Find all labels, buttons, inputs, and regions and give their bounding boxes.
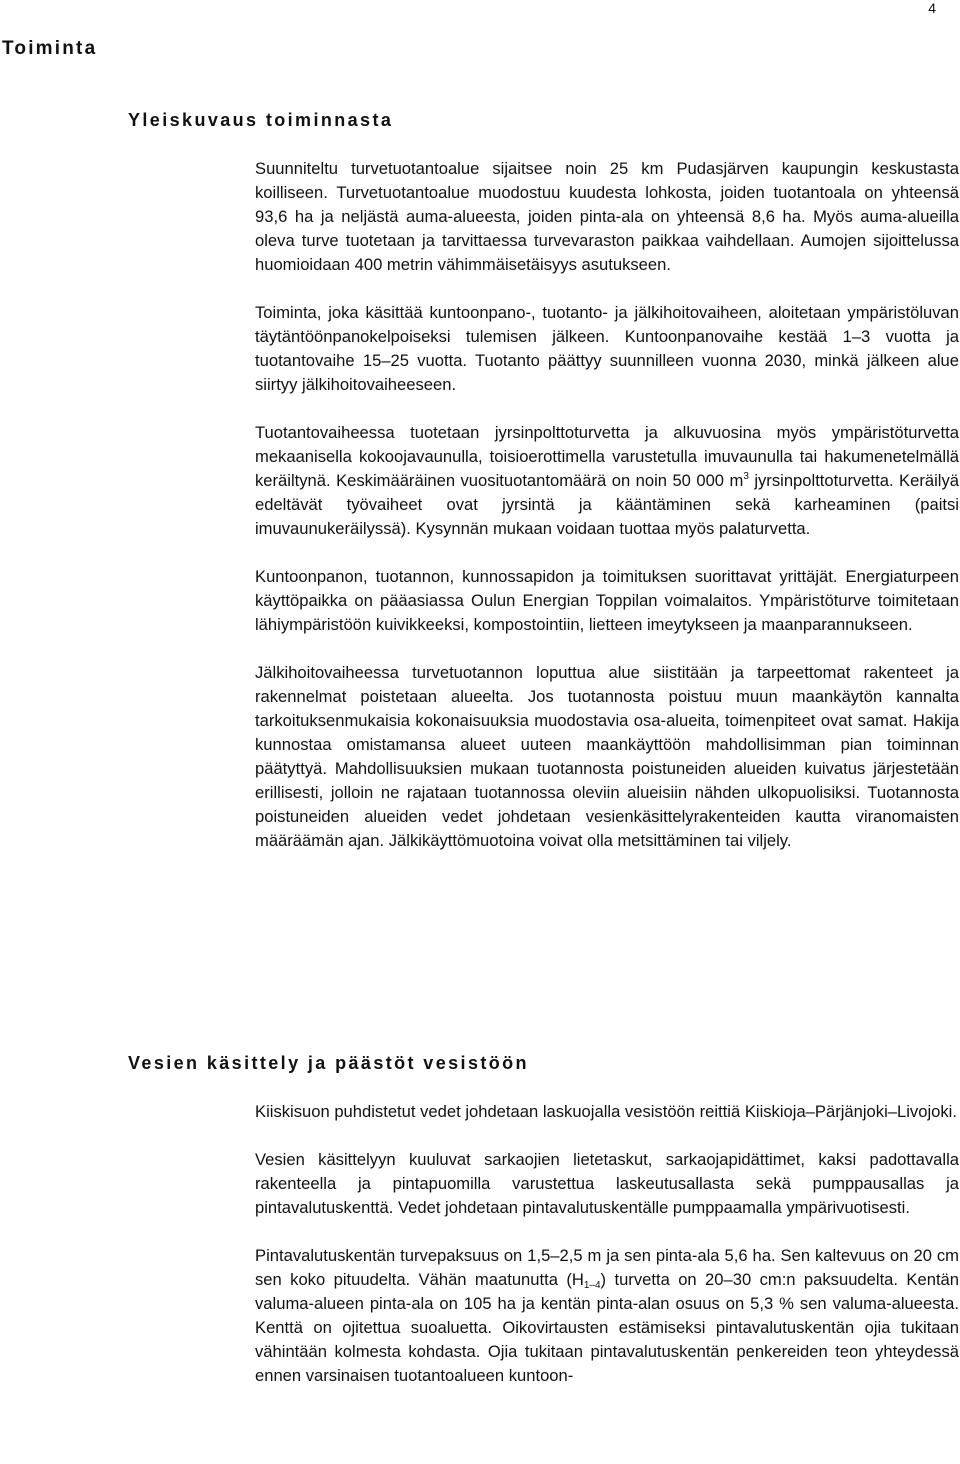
section-overview-body [255,157,959,853]
section-heading-overview: Yleiskuvaus toiminnasta [128,110,394,130]
paragraph: Toiminta, joka käsittää kuntoonpano-, tuotanto- ja jälkihoitovaiheen, aloitetaan ympäristöluvan täytäntöönpanokelpoiseksi tulemisen jälkeen. Kuntoonpanovaihe kestää 1–3 vuotta ja tuotantovaihe 15–25 vuotta. Tuotanto päättyy suunnilleen vuonna 2030, minkä jälkeen alue siirtyy jälkihoitovaiheeseen. [255,303,959,394]
section-heading-water-treatment: Vesien käsittely ja päästöt vesistöön [128,1053,529,1073]
section-water-treatment-body [255,1100,959,1388]
paragraph [255,421,959,541]
paragraph-text: Tuotantovaiheessa tuotetaan jyrsinpolttoturvetta ja alkuvuosina myös ympäristöturvetta mekaanisella kokoojavaunulla, toisioerottimella varustetulla imuvaunulla tai hakumenetelmällä keräiltynä. Keskimääräinen vuosituotantomäärä on noin 50 000 m [255,423,959,490]
paragraph-text: Pintavalutuskentän turvepaksuus on 1,5–2,5 m ja sen pinta-ala 5,6 ha. Sen kaltevuus on 20 cm sen koko pituudelta. Vähän maatunutta (H [255,1246,959,1289]
paragraph-text: ) turvetta on 20–30 cm:n paksuudelta. Kentän valuma-alueen pinta-ala on 105 ha ja kentän pinta-alan osuus on 5,3 % sen valuma-alueesta. Kenttä on ojitettua suoaluetta. Oikovirtausten estämiseksi pintavalutuskentän ojia tukitaan vähintään kolmesta kohdasta. Ojia tukitaan pintavalutuskentän penkereiden teon yhteydessä ennen varsinaisen tuotantoalueen kuntoon- [255,1270,960,1385]
paragraph [255,1244,959,1388]
paragraph: Kiiskisuon puhdistetut vedet johdetaan laskuojalla vesistöön reittiä Kiiskioja–Pärjänjoki–Livojoki. [255,1102,957,1121]
paragraph: Jälkihoitovaiheessa turvetuotannon loputtua alue siistitään ja tarpeettomat rakenteet ja rakennelmat poistetaan alueelta. Jos tuotannosta poistuu muun maankäytön kannalta tarkoituksenmukaisia kokonaisuuksia muodostavia osa-alueita, toimenpiteet ovat samat. Hakija kunnostaa omistamansa alueet uuteen maankäyttöön mahdollisimman pian toiminnan päätyttyä. Mahdollisuuksien mukaan tuotannosta poistuneiden alueiden kuivatus järjestetään erillisesti, jolloin ne rajataan tuotannossa oleviin alueisiin nähden ulkopuolisiksi. Tuotannosta poistuneiden alueiden vedet johdetaan vesienkäsittelyrakenteiden kautta viranomaisten määräämän ajan. Jälkikäyttömuotoina voivat olla metsittäminen tai viljely. [255,663,959,850]
paragraph: Suunniteltu turvetuotantoalue sijaitsee noin 25 km Pudasjärven kaupungin keskustasta koilliseen. Turvetuotantoalue muodostuu kuudesta lohkosta, joiden tuotantoala on yhteensä 93,6 ha ja neljästä auma-alueesta, joiden pinta-ala on yhteensä 8,6 ha. Myös auma-alueilla oleva turve tuotetaan ja tarvittaessa turvevaraston paikkaa vaihdellaan. Aumojen sijoittelussa huomioidaan 400 metrin vähimmäisetäisyys asutukseen. [255,159,959,274]
paragraph-text: jyrsinpolttoturvetta. Keräilyä edeltävät työvaiheet ovat jyrsintä ja kääntäminen sekä karheaminen (paitsi imuvaunukeräilyssä). Kysynnän mukaan voidaan tuottaa myös palaturvetta. [255,471,959,538]
page-title: Toiminta [2,38,98,59]
paragraph: Kuntoonpanon, tuotannon, kunnossapidon ja toimituksen suorittavat yrittäjät. Energiaturpeen käyttöpaikka on pääasiassa Oulun Energian Toppilan voimalaitos. Ympäristöturve toimitetaan lähiympäristöön kuivikkeeksi, kompostointiin, lietteen imeytykseen ja maanparannukseen. [255,567,959,634]
page-number: 4 [928,0,936,16]
subscript: 1–4 [583,1280,601,1291]
paragraph: Vesien käsittelyyn kuuluvat sarkaojien lietetaskut, sarkaojapidättimet, kaksi padottavalla rakenteella ja pintapuomilla varustettua laskeutusallasta sekä pumppausallas ja pintavalutuskenttä. Vedet johdetaan pintavalutuskentälle pumppaamalla ympärivuotisesti. [255,1150,959,1217]
superscript: 3 [743,471,749,482]
